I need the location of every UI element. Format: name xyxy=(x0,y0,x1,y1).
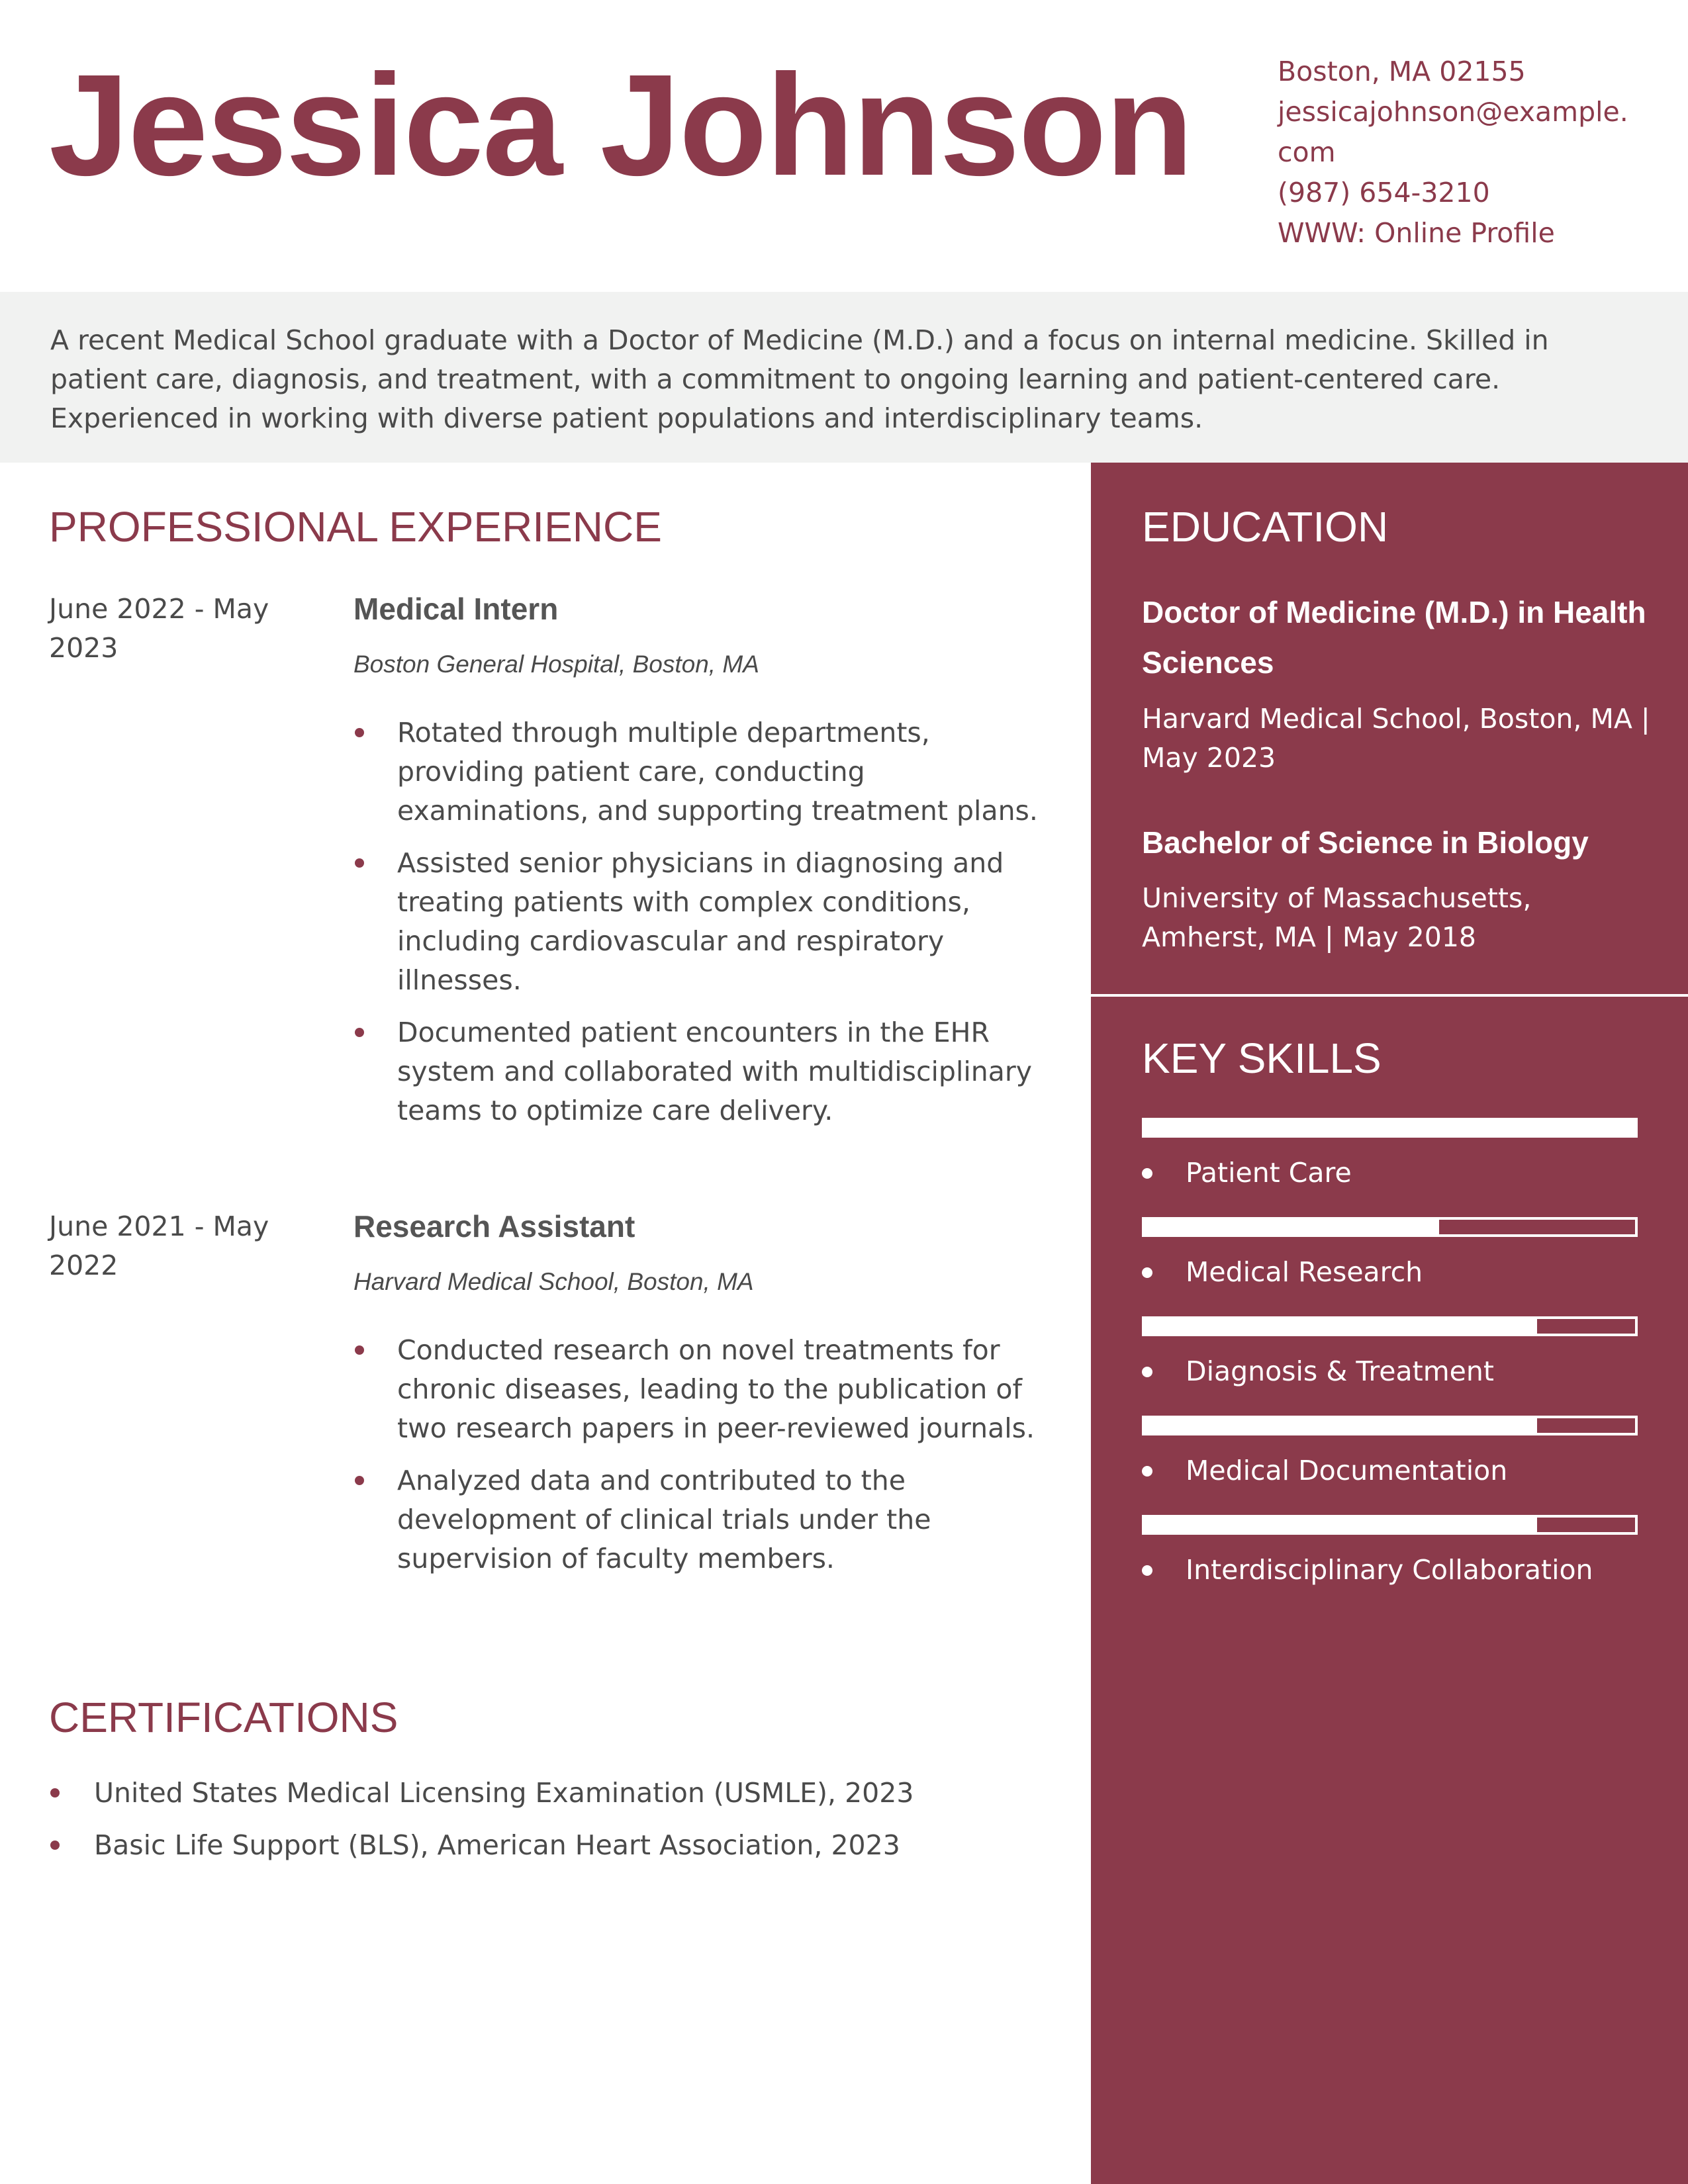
contact-email-part1[interactable]: jessicajohnson@example. xyxy=(1278,96,1628,128)
certifications-heading: CERTIFICATIONS xyxy=(49,1694,399,1741)
skill-name: Interdisciplinary Collaboration xyxy=(1186,1554,1593,1586)
skill-level-bar xyxy=(1142,1316,1638,1336)
skill-name: Medical Research xyxy=(1186,1256,1423,1288)
bullet-dot-icon xyxy=(1142,1267,1152,1278)
skill-level-bar xyxy=(1142,1416,1638,1435)
bullet-dot-icon xyxy=(1142,1367,1152,1377)
contact-phone: (987) 654-3210 xyxy=(1278,177,1490,208)
sidebar-divider xyxy=(1091,994,1688,997)
skill-level-bar xyxy=(1142,1217,1638,1237)
certifications-list xyxy=(49,1774,1042,1878)
contact-email-part2[interactable]: com xyxy=(1278,136,1336,168)
job-bullet: Conducted research on novel treatments for chronic diseases, leading to the publication of two research papers in peer-reviewed journals. xyxy=(353,1331,1055,1448)
skill-name: Diagnosis & Treatment xyxy=(1186,1355,1494,1387)
education-school: University of Massachusetts, Amherst, MA | May 2018 xyxy=(1142,882,1532,953)
job-title: Medical Intern xyxy=(353,592,559,626)
job-dates: June 2021 - May 2022 xyxy=(49,1210,269,1281)
job-bullet: Assisted senior physicians in diagnosing and treating patients with complex conditions, including cardiovascular and respiratory illnesses. xyxy=(353,844,1055,1000)
skills-heading: KEY SKILLS xyxy=(1142,1034,1382,1082)
skill-name: Medical Documentation xyxy=(1186,1455,1508,1486)
job-bullet: Documented patient encounters in the EHR system and collaborated with multidisciplinary teams to optimize care delivery. xyxy=(353,1013,1055,1130)
summary-section xyxy=(0,292,1688,463)
certification-item: Basic Life Support (BLS), American Heart Association, 2023 xyxy=(49,1826,1042,1865)
experience-heading: PROFESSIONAL EXPERIENCE xyxy=(49,503,662,551)
education-school: Harvard Medical School, Boston, MA | May 2023 xyxy=(1142,703,1650,774)
job-bullet: Rotated through multiple departments, providing patient care, conducting examinations, and supporting treatment plans. xyxy=(353,713,1055,831)
summary-text: A recent Medical School graduate with a Doctor of Medicine (M.D.) and a focus on internal medicine. Skilled in patient care, diagnosis, and treatment, with a commitment to ongoing learning and patient-centered care. Experienced in working with diverse patient populations and interdisciplinary teams. xyxy=(50,324,1549,434)
bullet-dot-icon xyxy=(1142,1565,1152,1576)
contact-email[interactable] xyxy=(1278,92,1662,173)
contact-block xyxy=(1278,52,1662,253)
job-title: Research Assistant xyxy=(353,1209,635,1244)
bullet-dot-icon xyxy=(1142,1168,1152,1179)
skill-level-bar xyxy=(1142,1118,1638,1138)
education-degree: Doctor of Medicine (M.D.) in Health Sciences xyxy=(1142,595,1646,680)
contact-address: Boston, MA 02155 xyxy=(1278,56,1526,87)
candidate-name: Jessica Johnson xyxy=(49,45,1192,206)
skill-level-fill xyxy=(1145,1220,1439,1234)
education-degree: Bachelor of Science in Biology xyxy=(1142,825,1589,860)
job-bullets xyxy=(353,1331,1055,1592)
contact-website-link[interactable]: WWW: Online Profile xyxy=(1278,217,1555,249)
certification-item: United States Medical Licensing Examination (USMLE), 2023 xyxy=(49,1774,1042,1813)
job-employer: Boston General Hospital, Boston, MA xyxy=(353,651,759,678)
job-dates: June 2022 - May 2023 xyxy=(49,593,269,664)
education-heading: EDUCATION xyxy=(1142,503,1389,551)
bullet-dot-icon xyxy=(1142,1466,1152,1477)
skill-name: Patient Care xyxy=(1186,1157,1352,1189)
skill-level-fill xyxy=(1145,1518,1537,1532)
skill-level-fill xyxy=(1145,1418,1537,1433)
skill-level-fill xyxy=(1145,1120,1635,1135)
skill-level-fill xyxy=(1145,1319,1537,1334)
job-bullets xyxy=(353,713,1055,1144)
job-bullet: Analyzed data and contributed to the development of clinical trials under the supervision of faculty members. xyxy=(353,1461,1055,1578)
job-employer: Harvard Medical School, Boston, MA xyxy=(353,1268,754,1295)
skill-level-bar xyxy=(1142,1515,1638,1535)
